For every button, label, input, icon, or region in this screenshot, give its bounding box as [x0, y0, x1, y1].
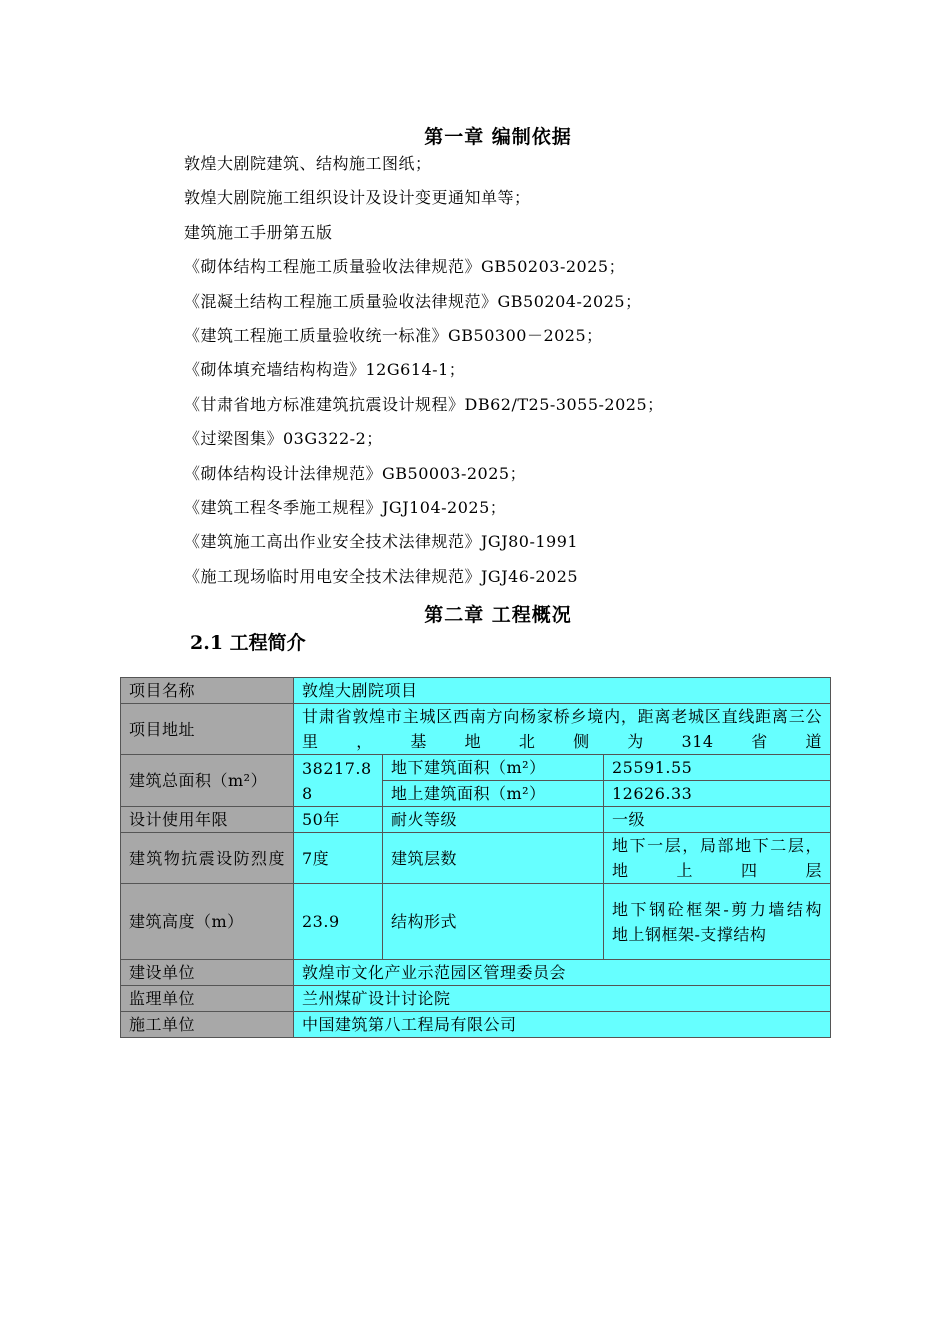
cell-value: 50年: [294, 807, 383, 833]
cell-value: 敦煌大剧院项目: [294, 678, 831, 704]
cell-value: 甘肃省敦煌市主城区西南方向杨家桥乡境内，距离老城区直线距离三公里，基地北侧为314省道: [294, 704, 831, 755]
cell-label: 耐火等级: [383, 807, 604, 833]
basis-item: 《甘肃省地方标准建筑抗震设计规程》DB62/T25-3055-2025；: [184, 394, 664, 414]
cell-value: 25591.55: [604, 755, 831, 781]
cell-label: 地上建筑面积（m²）: [383, 781, 604, 807]
cell-value: 地下一层，局部地下二层，地上四层: [604, 833, 831, 884]
basis-item: 《过梁图集》03G322-2；: [184, 429, 383, 449]
basis-item: 《砌体结构工程施工质量验收法律规范》GB50203-2025；: [184, 257, 626, 277]
cell-label: 项目名称: [121, 678, 294, 704]
cell-label: 建筑层数: [383, 833, 604, 884]
project-info-table: [120, 677, 831, 1038]
cell-value: 中国建筑第八工程局有限公司: [294, 1012, 831, 1038]
cell-label: 结构形式: [383, 884, 604, 960]
table-row: [121, 1012, 831, 1038]
cell-label: 监理单位: [121, 986, 294, 1012]
basis-item: 敦煌大剧院建筑、结构施工图纸；: [184, 154, 432, 173]
cell-label: 地下建筑面积（m²）: [383, 755, 604, 781]
table-row: [121, 884, 831, 960]
basis-item: 《砌体填充墙结构构造》12G614-1；: [184, 360, 466, 380]
chapter-1-title: 第一章 编制依据: [424, 126, 572, 148]
table-row: [121, 986, 831, 1012]
structure-line-2: 地上钢框架-支撑结构: [612, 924, 767, 944]
basis-item: 《混凝土结构工程施工质量验收法律规范》GB50204-2025；: [184, 291, 642, 311]
cell-value: 23.9: [294, 884, 383, 960]
structure-line-1: 地下钢砼框架-剪力墙结构: [612, 899, 822, 919]
basis-item: 《建筑工程施工质量验收统一标准》GB50300－2025；: [184, 325, 603, 345]
cell-value: [604, 884, 831, 960]
cell-value: 7度: [294, 833, 383, 884]
cell-value: 12626.33: [604, 781, 831, 807]
basis-list: [184, 150, 664, 597]
table-row: [121, 755, 831, 781]
table-row: [121, 960, 831, 986]
cell-label: 建设单位: [121, 960, 294, 986]
cell-value: 一级: [604, 807, 831, 833]
cell-label: 项目地址: [121, 704, 294, 755]
cell-label: 建筑物抗震设防烈度: [121, 833, 294, 884]
basis-item: 《施工现场临时用电安全技术法律规范》JGJ46-2025: [184, 566, 579, 586]
cell-label: 设计使用年限: [121, 807, 294, 833]
cell-label: 施工单位: [121, 1012, 294, 1038]
basis-item: 建筑施工手册第五版: [184, 222, 333, 242]
table-row: [121, 678, 831, 704]
chapter-2-title: 第二章 工程概况: [424, 604, 572, 626]
table-row: [121, 704, 831, 755]
cell-value: 敦煌市文化产业示范园区管理委员会: [294, 960, 831, 986]
basis-item: 《建筑施工高出作业安全技术法律规范》JGJ80-1991: [184, 532, 579, 552]
table-row: [121, 833, 831, 884]
cell-label: 建筑高度（m）: [121, 884, 294, 960]
cell-label: 建筑总面积（m²）: [121, 755, 294, 807]
basis-item: 《砌体结构设计法律规范》GB50003-2025；: [184, 463, 527, 483]
cell-value: 38217.88: [294, 755, 383, 807]
table-row: [121, 807, 831, 833]
basis-item: 《建筑工程冬季施工规程》JGJ104-2025；: [184, 497, 507, 517]
section-title: 2.1 工程简介: [190, 632, 306, 654]
cell-value: 兰州煤矿设计讨论院: [294, 986, 831, 1012]
basis-item: 敦煌大剧院施工组织设计及设计变更通知单等；: [184, 188, 531, 208]
